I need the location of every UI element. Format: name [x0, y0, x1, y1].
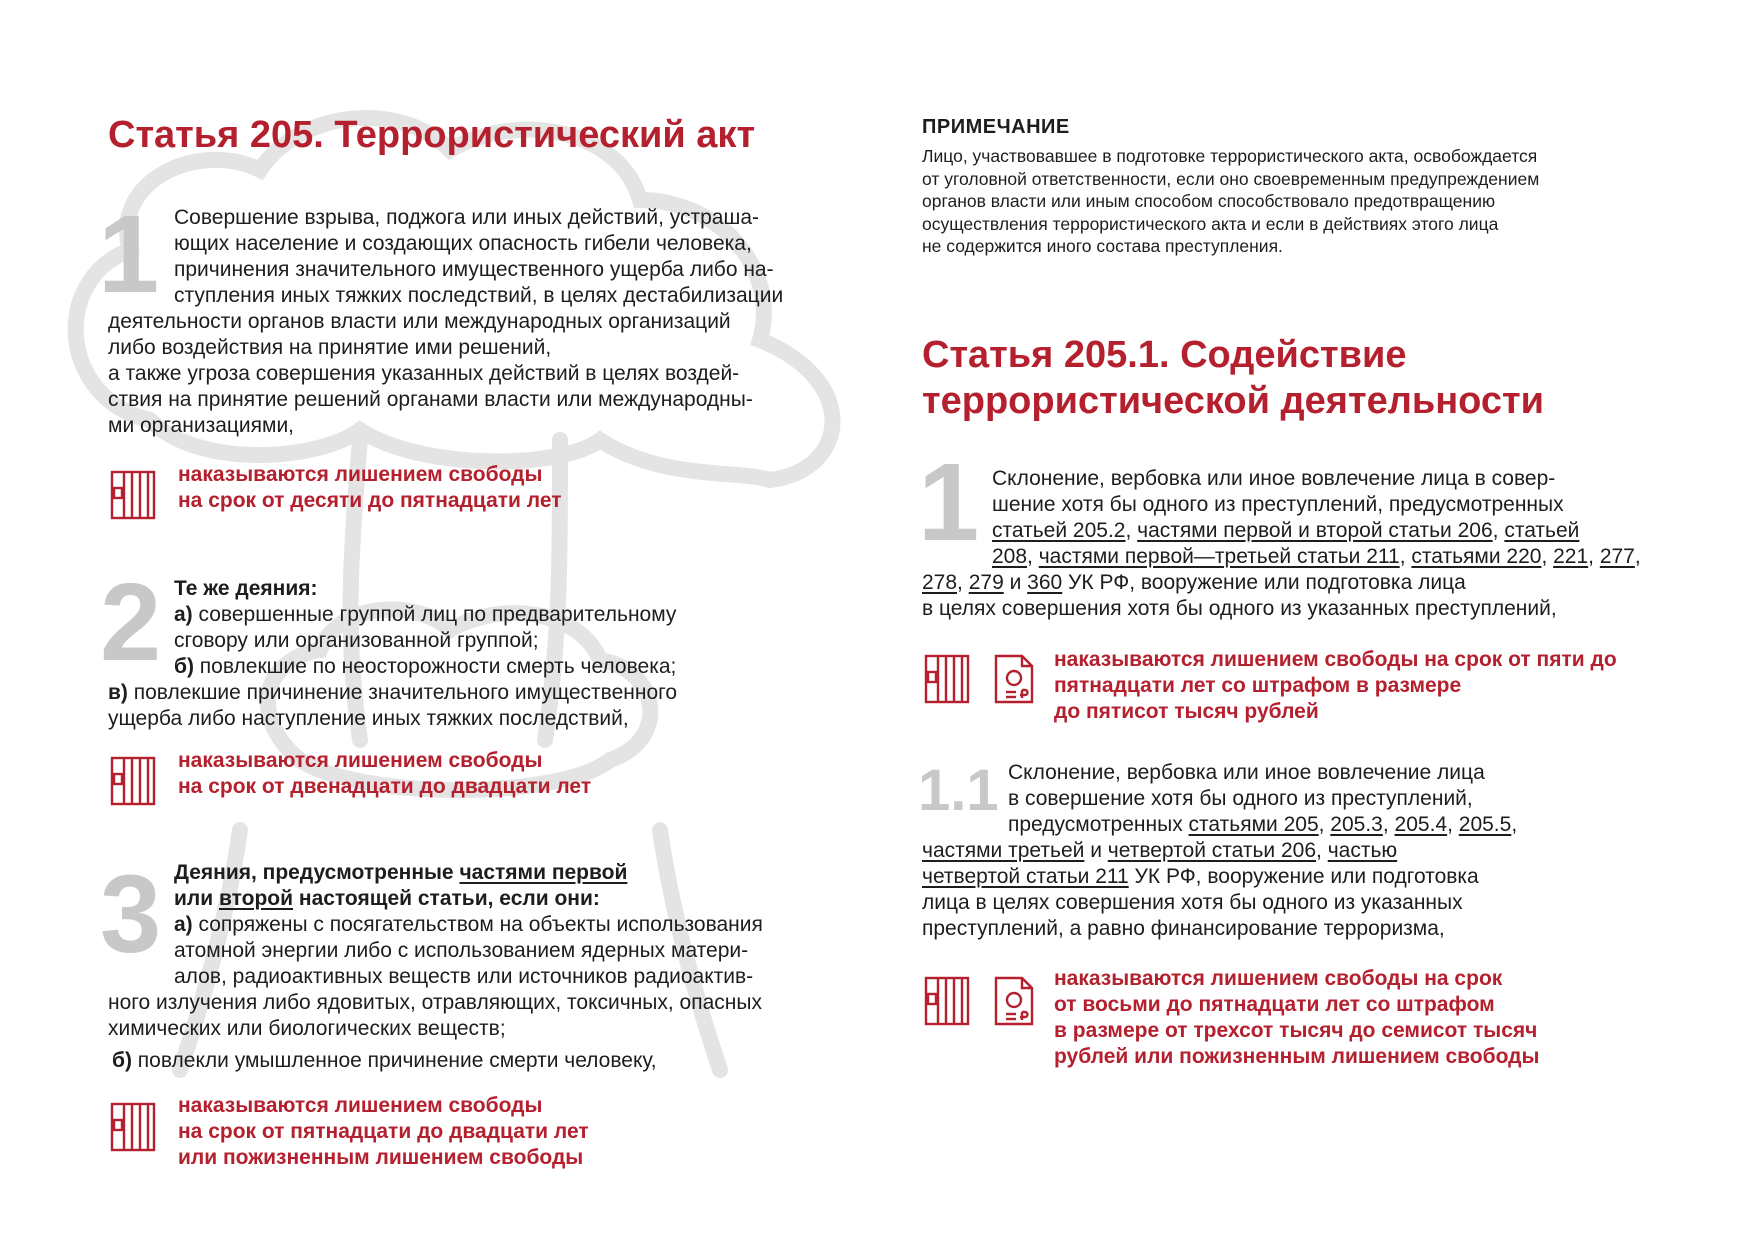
- text-line-lead: Деяния, предусмотренные частями первой: [174, 861, 628, 884]
- law-reference-link[interactable]: 277: [1599, 545, 1635, 568]
- text-line: химических или биологических веществ;: [108, 1017, 506, 1040]
- law-reference-link[interactable]: частями первой: [459, 861, 628, 884]
- penalty-line: пятнадцати лет со штрафом в размере: [1054, 674, 1462, 697]
- text-line: причинения значительного имущественного ущерба либо на-: [174, 258, 774, 281]
- text-line: сговору или организованной группой;: [174, 629, 539, 652]
- item-marker: в): [108, 681, 128, 704]
- penalty-line: или пожизненным лишением свободы: [178, 1146, 584, 1169]
- penalty-line: наказываются лишением свободы: [178, 1094, 543, 1117]
- law-reference-link[interactable]: частью: [1327, 839, 1398, 862]
- item-marker: б): [112, 1049, 132, 1072]
- prison-bars-icon: [110, 470, 156, 520]
- text-line: ступления иных тяжких последствий, в целях дестабилизации: [174, 284, 784, 307]
- text-line-lead: или второй настоящей статьи, если они:: [174, 887, 600, 910]
- text-line: а также угроза совершения указанных действий в целях воздей-: [108, 362, 740, 385]
- text-line: четвертой статьи 211 УК РФ, вооружение или подготовка: [922, 865, 1479, 888]
- law-reference-link[interactable]: статьей: [1504, 519, 1580, 542]
- article-205-title: Статья 205. Террористический акт: [108, 114, 756, 156]
- note-block: [922, 116, 1682, 258]
- prison-bars-icon: [110, 1102, 156, 1152]
- text-line: Совершение взрыва, поджога или иных действий, устраша-: [174, 206, 759, 229]
- text-line: статьей 205.2, частями первой и второй статьи 206, статьей: [992, 519, 1580, 542]
- item-text: сопряжены с посягательством на объекты использования: [192, 913, 763, 936]
- item-text: повлекшие причинение значительного имущественного: [127, 681, 678, 704]
- law-reference-link[interactable]: статьями 205: [1188, 813, 1319, 836]
- text-line: [108, 680, 878, 706]
- law-reference-link[interactable]: 279: [968, 571, 1004, 594]
- note-line: осуществления террористического акта и если в действиях этого лица: [922, 213, 1499, 234]
- note-line: не содержится иного состава преступления.: [922, 236, 1283, 256]
- article-205-part-1-penalty: [178, 462, 562, 514]
- text-line: ствия на принятие решений органами власти или международны-: [108, 388, 753, 411]
- note-line: Лицо, участвовавшее в подготовке террористического акта, освобождается: [922, 146, 1538, 166]
- article-205-part-1-text: [108, 205, 878, 439]
- text-line: ного излучения либо ядовитых, отравляющих, токсичных, опасных: [108, 991, 762, 1014]
- title-line: Статья 205.1. Содействие: [922, 334, 1407, 376]
- text-line: [108, 602, 878, 628]
- article-205-part-2-penalty: [178, 748, 591, 800]
- text-line: [108, 1048, 878, 1074]
- item-marker: б): [174, 655, 194, 678]
- penalty-line: наказываются лишением свободы на срок от пяти до: [1054, 648, 1617, 671]
- law-reference-link[interactable]: четвертой статьи 206: [1107, 839, 1317, 862]
- law-reference-link[interactable]: частями первой и второй статьи 206: [1137, 519, 1493, 542]
- penalty-line: наказываются лишением свободы: [178, 749, 543, 772]
- text-line: в целях совершения хотя бы одного из указанных преступлений,: [922, 597, 1557, 620]
- prison-bars-icon: [924, 654, 970, 704]
- law-reference-link[interactable]: второй: [219, 887, 294, 910]
- law-reference-link[interactable]: четвертой статьи 211: [922, 865, 1129, 888]
- penalty-line: в размере от трехсот тысяч до семисот тысяч: [1054, 1019, 1538, 1042]
- text-line: преступлений, а равно финансирование терроризма,: [922, 917, 1445, 940]
- penalty-line: наказываются лишением свободы на срок: [1054, 967, 1503, 990]
- text-line: лица в целях совершения хотя бы одного из указанных: [922, 891, 1463, 914]
- text-line: Склонение, вербовка или иное вовлечение лица: [1008, 761, 1485, 784]
- penalty-line: на срок от десяти до пятнадцати лет: [178, 489, 562, 512]
- item-marker: а): [174, 913, 193, 936]
- paragraph-number-2: 2: [100, 561, 162, 684]
- note-heading: ПРИМЕЧАНИЕ: [922, 116, 1070, 138]
- law-reference-link[interactable]: 205.4: [1394, 813, 1448, 836]
- penalty-line: на срок от двенадцати до двадцати лет: [178, 775, 592, 798]
- penalty-line: наказываются лишением свободы: [178, 463, 543, 486]
- title-line: террористической деятельности: [922, 380, 1544, 422]
- item-marker: а): [174, 603, 193, 626]
- prison-bars-icon: [110, 756, 156, 806]
- item-text: повлекли умышленное причинение смерти человеку,: [131, 1049, 657, 1072]
- text-line: предусмотренных статьями 205, 205.3, 205.4, 205.5,: [1008, 813, 1518, 836]
- text-line: ющих население и создающих опасность гибели человека,: [174, 232, 752, 255]
- text-line: алов, радиоактивных веществ или источников радиоактив-: [174, 965, 754, 988]
- law-reference-link[interactable]: 221: [1553, 545, 1589, 568]
- text-line: атомной энергии либо с использованием ядерных матери-: [174, 939, 749, 962]
- paragraph-number-1: 1: [918, 441, 980, 564]
- text-line-lead: Те же деяния:: [174, 577, 318, 600]
- penalty-line: на срок от пятнадцати до двадцати лет: [178, 1120, 589, 1143]
- item-text: совершенные группой лиц по предварительному: [192, 603, 677, 626]
- prison-bars-icon: [924, 976, 970, 1026]
- paragraph-number-1-1: 1.1: [918, 758, 999, 823]
- law-reference-link[interactable]: статьями 220: [1411, 545, 1542, 568]
- article-205-1-title: [922, 332, 1544, 424]
- article-205-1-part-1-penalty: [1054, 647, 1617, 725]
- item-text: повлекшие по неосторожности смерть человека;: [193, 655, 677, 678]
- article-205-1-part-1-1-text: [922, 760, 1682, 942]
- text-line: ущерба либо наступление иных тяжких последствий,: [108, 707, 629, 730]
- law-reference-link[interactable]: частями третьей: [922, 839, 1085, 862]
- law-reference-link[interactable]: частями первой—третьей статьи 211: [1038, 545, 1400, 568]
- note-text: [922, 145, 1682, 258]
- text-line: ми организациями,: [108, 414, 295, 437]
- paragraph-number-1: 1: [98, 193, 160, 316]
- paragraph-number-3: 3: [100, 853, 162, 976]
- fine-document-icon: [994, 654, 1034, 704]
- note-line: органов власти или иным способом способствовало предотвращению: [922, 191, 1496, 211]
- text-line: [108, 912, 878, 938]
- law-reference-link[interactable]: 205.3: [1330, 813, 1383, 836]
- text-line: либо воздействия на принятие ими решений,: [108, 336, 552, 359]
- text-line: [108, 654, 878, 680]
- note-line: от уголовной ответственности, если оно своевременным предупреждением: [922, 168, 1540, 189]
- penalty-line: до пятисот тысяч рублей: [1054, 700, 1319, 723]
- text-line: частями третьей и четвертой статьи 206, частью: [922, 839, 1398, 862]
- article-205-1-part-1-1-penalty: [1054, 966, 1539, 1070]
- text-line: Склонение, вербовка или иное вовлечение лица в совер-: [992, 467, 1556, 490]
- text-line: 278, 279 и 360 УК РФ, вооружение или подготовка лица: [922, 571, 1466, 594]
- penalty-line: рублей или пожизненным лишением свободы: [1054, 1045, 1540, 1068]
- text-line: шение хотя бы одного из преступлений, предусмотренных: [992, 493, 1564, 516]
- law-reference-link[interactable]: 360: [1027, 571, 1063, 594]
- law-reference-link[interactable]: статьей 205.2: [992, 519, 1126, 542]
- penalty-line: от восьми до пятнадцати лет со штрафом: [1054, 993, 1495, 1016]
- article-205-part-2-text: [108, 576, 878, 732]
- text-line: деятельности органов власти или международных организаций: [108, 310, 731, 333]
- law-reference-link[interactable]: 278: [922, 571, 958, 594]
- law-reference-link[interactable]: 208: [992, 545, 1028, 568]
- article-205-1-part-1-text: [922, 466, 1682, 622]
- fine-document-icon: [994, 976, 1034, 1026]
- law-reference-link[interactable]: 205.5: [1458, 813, 1512, 836]
- text-line: 208, частями первой—третьей статьи 211, статьями 220, 221, 277,: [992, 545, 1641, 568]
- text-line: в совершение хотя бы одного из преступлений,: [1008, 787, 1473, 810]
- article-205-part-3-penalty: [178, 1093, 589, 1171]
- article-205-part-3-text: [108, 860, 878, 1074]
